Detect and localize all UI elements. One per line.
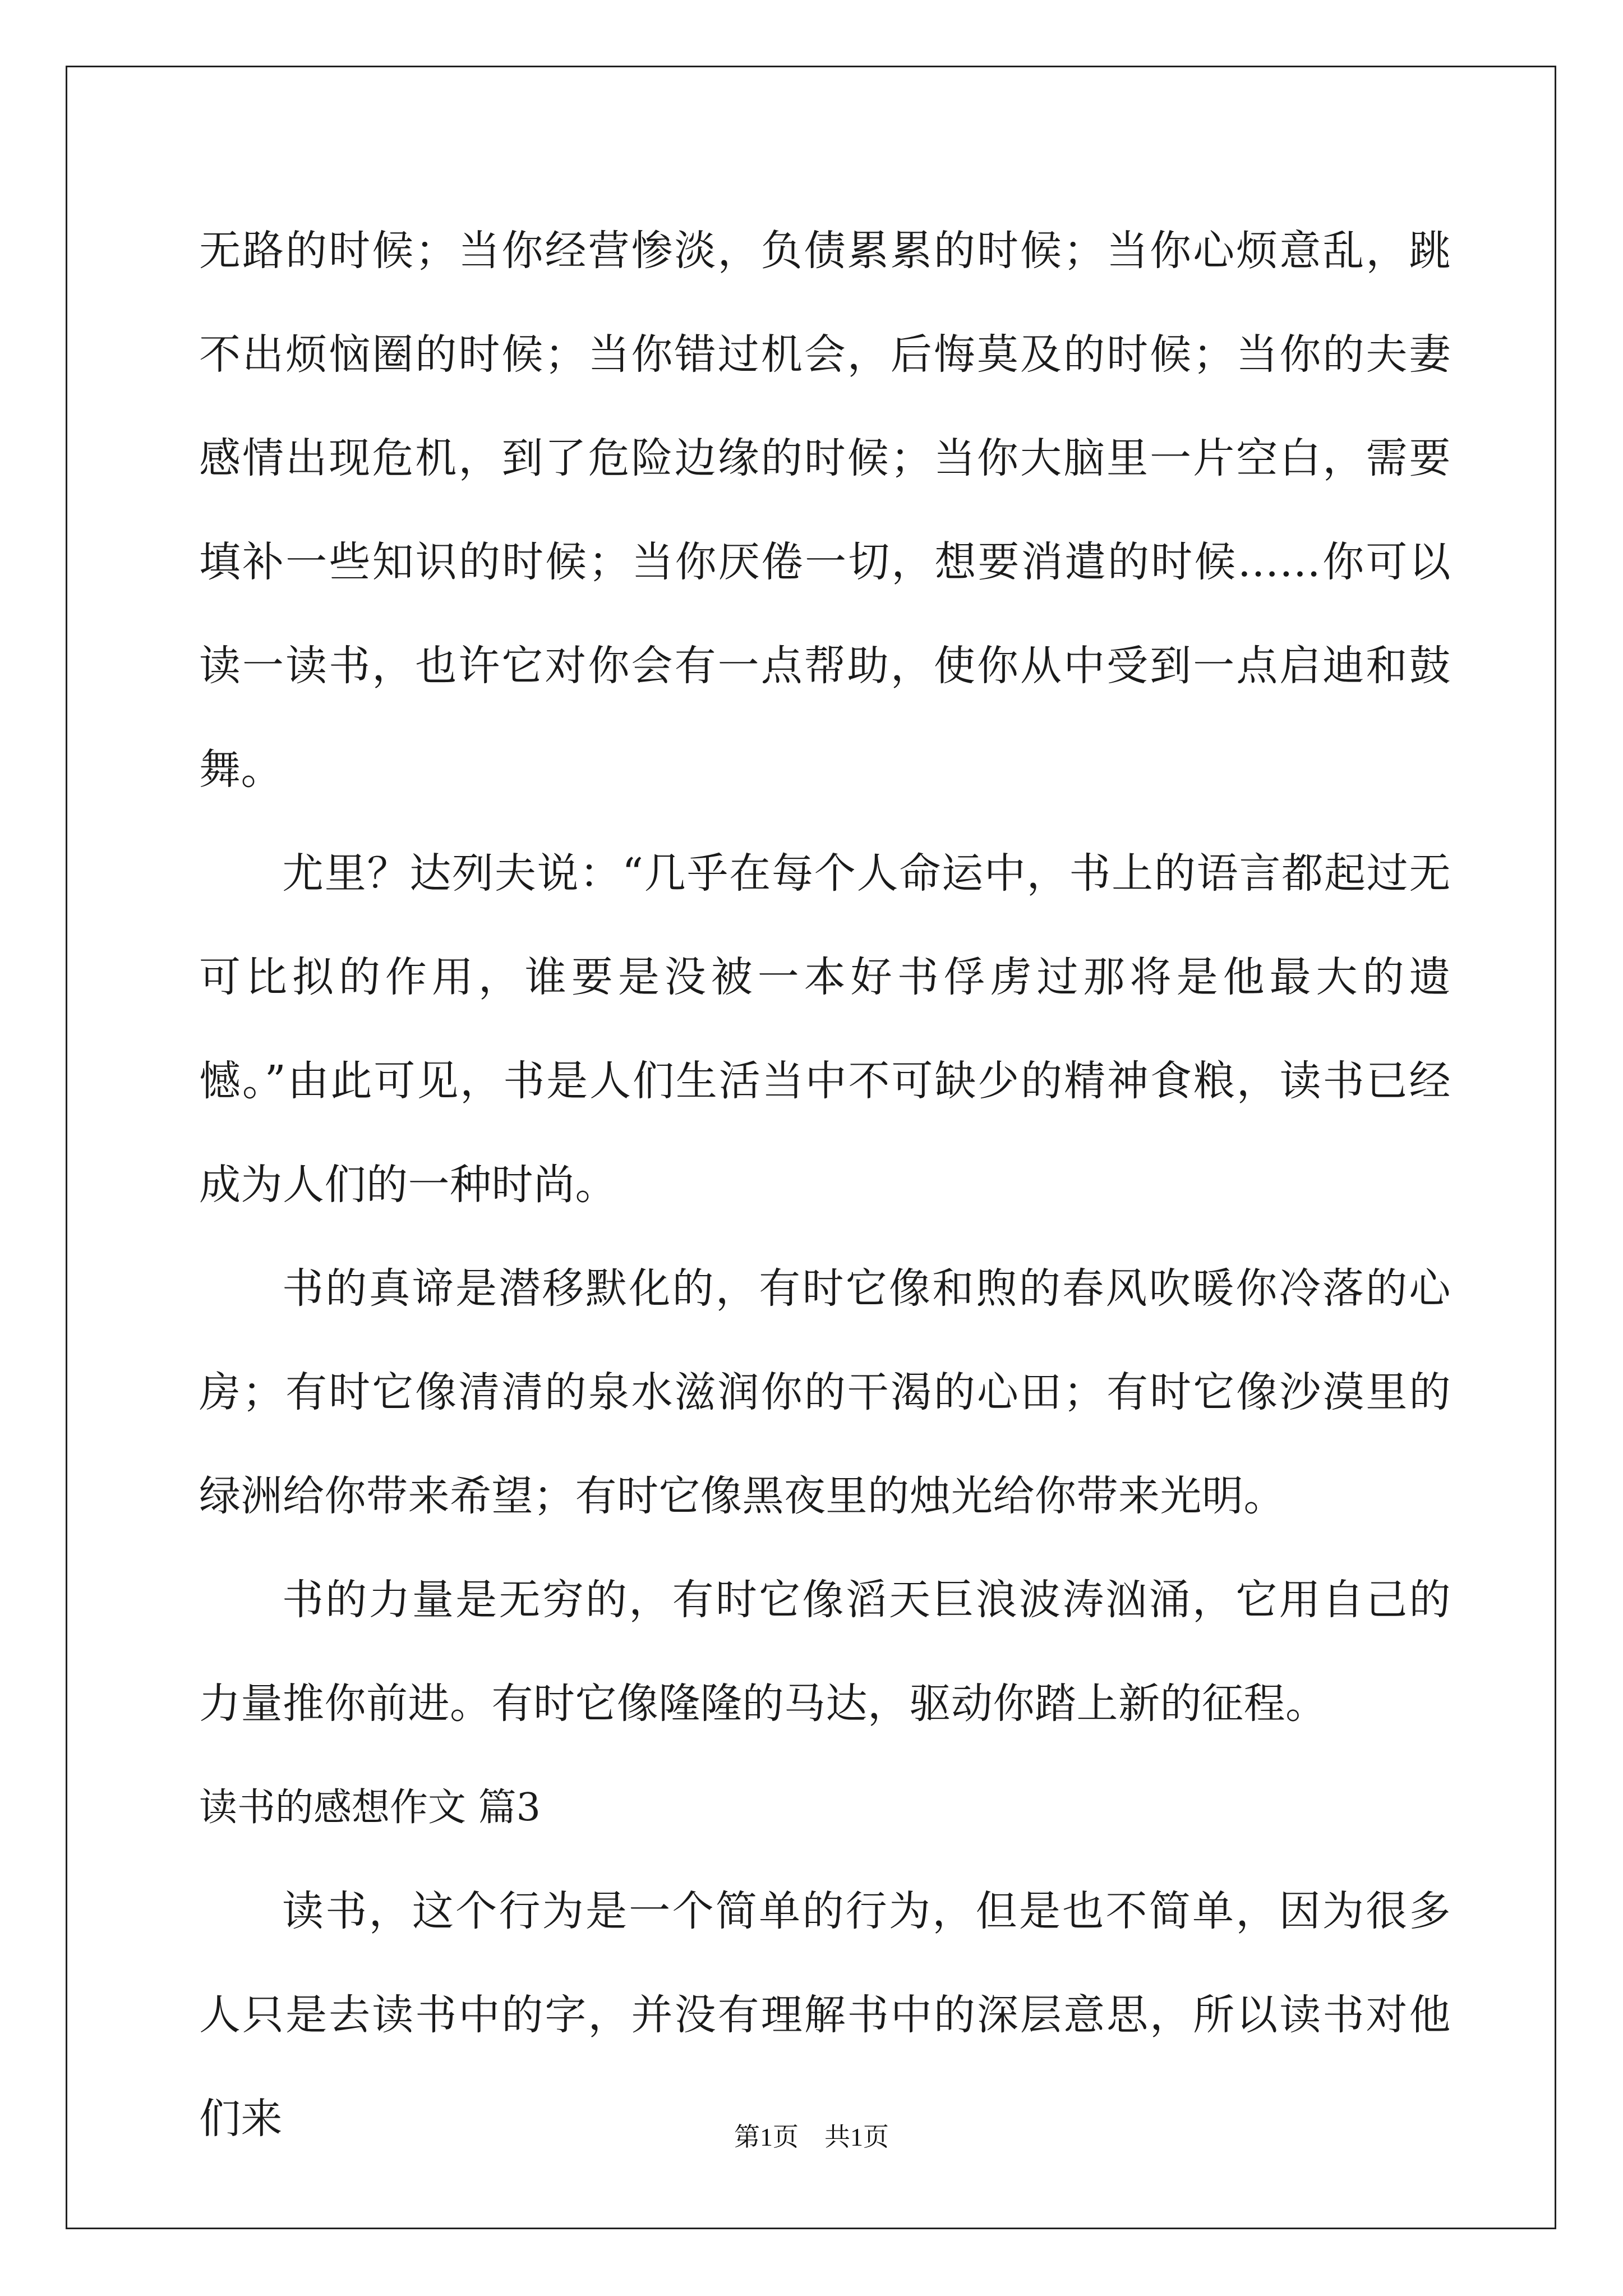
paragraph-5: 读书，这个行为是一个简单的行为，但是也不简单，因为很多人只是去读书中的字，并没有理解书中的深层意思，所以读书对他们来 bbox=[199, 1887, 1451, 2143]
paragraph-3: 书的真谛是潜移默化的，有时它像和煦的春风吹暖你冷落的心房；有时它像清清的泉水滋润你的干渴的心田；有时它像沙漠里的绿洲给你带来希望；有时它像黑夜里的烛光给你带来光明。 bbox=[199, 1264, 1451, 1520]
paragraph-2: 尤里？达列夫说：“几乎在每个人命运中，书上的语言都起过无可比拟的作用，谁要是没被一本好书俘虏过那将是他最大的遗憾。”由此可见，书是人们生活当中不可缺少的精神食粮，读书已经成为人们的一种时尚。 bbox=[199, 849, 1451, 1209]
document-body bbox=[199, 199, 1451, 2171]
page-number-footer: 第1页 共1页 bbox=[734, 2123, 889, 2151]
section-heading: 读书的感想作文 篇3 bbox=[199, 1786, 541, 1830]
paragraph-4: 书的力量是无穷的，有时它像滔天巨浪波涛汹涌，它用自己的力量推你前进。有时它像隆隆的马达，驱动你踏上新的征程。 bbox=[199, 1576, 1451, 1728]
paragraph-1: 无路的时候；当你经营惨淡，负债累累的时候；当你心烦意乱，跳不出烦恼圈的时候；当你错过机会，后悔莫及的时候；当你的夫妻感情出现危机，到了危险边缘的时候；当你大脑里一片空白，需要填补一些知识的时候；当你厌倦一切，想要消遣的时候……你可以读一读书，也许它对你会有一点帮助，使你从中受到一点启迪和鼓舞。 bbox=[199, 227, 1451, 794]
